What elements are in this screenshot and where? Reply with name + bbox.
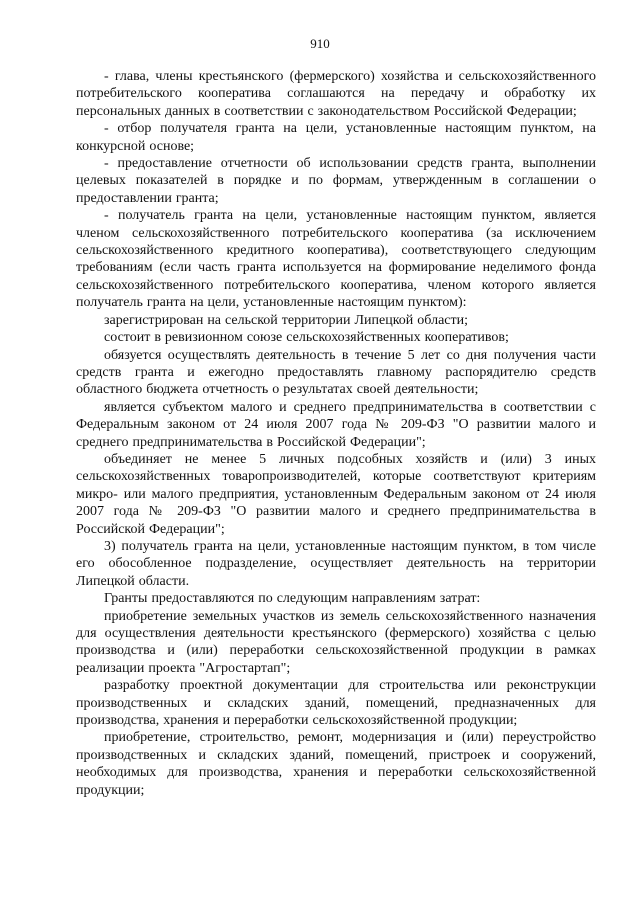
paragraph: - получатель гранта на цели, установленные настоящим пунктом, является членом сельскохозяйственного потребительского кооператива (за исключением сельскохозяйственного кредитного кооператива), соответствующего следующим требованиям (если часть гранта используется на формирование неделимого фонда сельскохозяйственного потребительского кооператива, членом которого является получатель гранта на цели, установленные настоящим пунктом):: [76, 208, 596, 311]
paragraph: зарегистрирован на сельской территории Липецкой области;: [104, 312, 468, 328]
page-number: 910: [310, 36, 330, 51]
paragraph: - глава, члены крестьянского (фермерского) хозяйства и сельскохозяйственного потребительского кооператива соглашаются на передачу и обработку их персональных данных в соответствии с законодательством Российской Федерации;: [76, 69, 596, 119]
paragraph: является субъектом малого и среднего предпринимательства в соответствии с Федеральным законом от 24 июля 2007 года № 209-ФЗ "О развитии малого и среднего предпринимательства в Российской Федерации";: [76, 399, 596, 450]
paragraph: 3) получатель гранта на цели, установленные настоящим пунктом, в том числе его обособленное подразделение, осуществляет деятельность на территории Липецкой области.: [76, 538, 596, 589]
paragraph: - предоставление отчетности об использовании средств гранта, выполнении целевых показателей в порядке и по формам, утвержденным в соглашении о предоставлении гранта;: [76, 156, 596, 206]
paragraph: приобретение, строительство, ремонт, модернизация и (или) переустройство производственных и складских зданий, помещений, пристроек и сооружений, необходимых для производства, хранения и переработки сельскохозяйственной продукции;: [76, 730, 596, 798]
paragraph: - отбор получателя гранта на цели, установленные настоящим пунктом, на конкурсной основе;: [76, 121, 596, 154]
paragraph: объединяет не менее 5 личных подсобных хозяйств и (или) 3 иных сельскохозяйственных товаропроизводителей, которые соответствуют критериям микро- или малого предприятия, установленным Федеральным законом от 24 июля 2007 года № 209-ФЗ "О развитии малого и среднего предпринимательства в Российской Федерации";: [76, 451, 596, 537]
paragraph: Гранты предоставляются по следующим направлениям затрат:: [104, 591, 481, 607]
paragraph: состоит в ревизионном союзе сельскохозяйственных кооперативов;: [104, 330, 509, 346]
paragraph: разработку проектной документации для строительства или реконструкции производственных и складских зданий, помещений, предназначенных для производства, хранения и переработки сельскохозяйственной продукции;: [76, 678, 596, 729]
paragraph: приобретение земельных участков из земель сельскохозяйственного назначения для осуществления деятельности крестьянского (фермерского) хозяйства с целью производства и (или) переработки сельскохозяйственной продукции в рамках реализации проекта "Агростартап";: [76, 608, 596, 676]
paragraph: обязуется осуществлять деятельность в течение 5 лет со дня получения части средств гранта и ежегодно предоставлять главному распорядителю средств областного бюджета отчетность о результатах своей деятельности;: [76, 347, 596, 398]
document-body: [76, 68, 596, 799]
